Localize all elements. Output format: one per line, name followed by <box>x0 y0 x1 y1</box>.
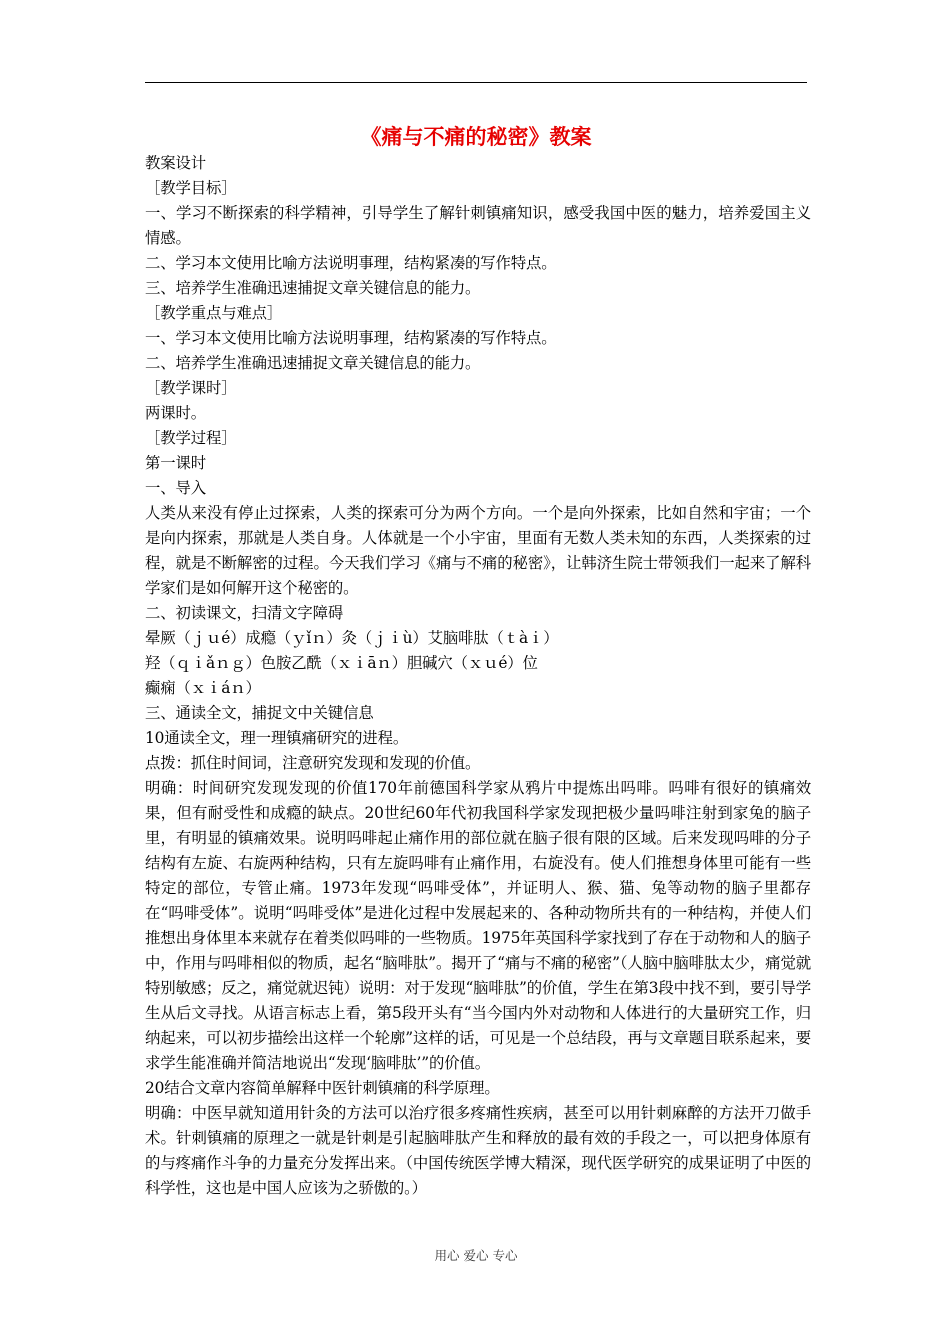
paragraph: 10通读全文，理一理镇痛研究的进程。 <box>145 729 409 747</box>
paragraph: 20结合文章内容简单解释中医针刺镇痛的科学原理。 <box>145 1079 500 1097</box>
paragraph: 教案设计 <box>145 154 206 172</box>
paragraph: ［教学课时］ <box>145 379 237 397</box>
paragraph: 一、学习不断探索的科学精神，引导学生了解针刺镇痛知识，感受我国中医的魅力，培养爱国主义情感。 <box>145 204 811 247</box>
document-title: 《痛与不痛的秘密》教案 <box>360 124 592 149</box>
paragraph: 明确：中医早就知道用针灸的方法可以治疗很多疼痛性疾病，甚至可以用针刺麻醉的方法开刀做手术。针刺镇痛的原理之一就是针刺是引起脑啡肽产生和释放的最有效的手段之一，可以把身体原有的与疼痛作斗争的力量充分发挥出来。（中国传统医学博大精深，现代医学研究的成果证明了中医的科学性，这也是中国人应该为之骄傲的。） <box>145 1104 811 1197</box>
paragraph: 三、通读全文，捕捉文中关键信息 <box>145 704 374 722</box>
paragraph: 晕厥（ｊｕé）成瘾（ｙǐｎ）灸（ｊｉù）艾脑啡肽（ｔàｉ） <box>145 629 559 647</box>
paragraph: 二、培养学生准确迅速捕捉文章关键信息的能力。 <box>145 354 481 372</box>
paragraph: 一、学习本文使用比喻方法说明事理，结构紧凑的写作特点。 <box>145 329 557 347</box>
paragraph: 点拨：抓住时间词，注意研究发现和发现的价值。 <box>145 754 481 772</box>
paragraph: 人类从来没有停止过探索，人类的探索可分为两个方向。一个是向外探索，比如自然和宇宙；一个是向内探索，那就是人类自身。人体就是一个小宇宙，里面有无数人类未知的东西，人类探索的过程，就是不断解密的过程。今天我们学习《痛与不痛的秘密》，让韩济生院士带领我们一起来了解科学家们是如何解开这个秘密的。 <box>145 504 811 597</box>
page-footer: 用心 爱心 专心 <box>434 1248 518 1263</box>
document-body <box>145 151 811 1201</box>
paragraph: ［教学重点与难点］ <box>145 304 283 322</box>
paragraph: 第一课时 <box>145 454 206 472</box>
paragraph: 一、导入 <box>145 479 206 497</box>
paragraph: 明确：时间研究发现发现的价值170年前德国科学家从鸦片中提炼出吗啡。吗啡有很好的镇痛效果，但有耐受性和成瘾的缺点。20世纪60年代初我国科学家发现把极少量吗啡注射到家兔的脑子里，有明显的镇痛效果。说明吗啡起止痛作用的部位就在脑子很有限的区域。后来发现吗啡的分子结构有左旋、右旋两种结构，只有左旋吗啡有止痛作用，右旋没有。使人们推想身体里可能有一些特定的部位，专管止痛。1973年发现“吗啡受体”，并证明人、猴、猫、兔等动物的脑子里都存在“吗啡受体”。说明“吗啡受体”是进化过程中发展起来的、各种动物所共有的一种结构，并使人们推想出身体里本来就存在着类似吗啡的一些物质。1975年英国科学家找到了存在于动物和人的脑子中，作用与吗啡相似的物质，起名“脑啡肽”。揭开了“痛与不痛的秘密”（人脑中脑啡肽太少，痛觉就特别敏感；反之，痛觉就迟钝）说明：对于发现“脑啡肽”的价值，学生在第3段中找不到，要引导学生从后文寻找。从语言标志上看，第5段开头有“当今国内外对动物和人体进行的大量研究工作，归纳起来，可以初步描绘出这样一个轮廓”这样的话，可见是一个总结段，再与文章题目联系起来，要求学生能准确并简洁地说出“发现‘脑啡肽’”的价值。 <box>145 779 811 1072</box>
paragraph: 癫痫（ｘｉáｎ） <box>145 679 261 697</box>
paragraph: ［教学过程］ <box>145 429 237 447</box>
paragraph: 二、学习本文使用比喻方法说明事理，结构紧凑的写作特点。 <box>145 254 557 272</box>
paragraph: 三、培养学生准确迅速捕捉文章关键信息的能力。 <box>145 279 481 297</box>
header-rule <box>145 82 807 83</box>
paragraph: 两课时。 <box>145 404 206 422</box>
paragraph: 二、初读课文，扫清文字障碍 <box>145 604 344 622</box>
paragraph: 羟（ｑｉǎｎｇ）色胺乙酰（ｘｉāｎ）胆碱穴（ｘｕé）位 <box>145 654 538 672</box>
paragraph: ［教学目标］ <box>145 179 237 197</box>
